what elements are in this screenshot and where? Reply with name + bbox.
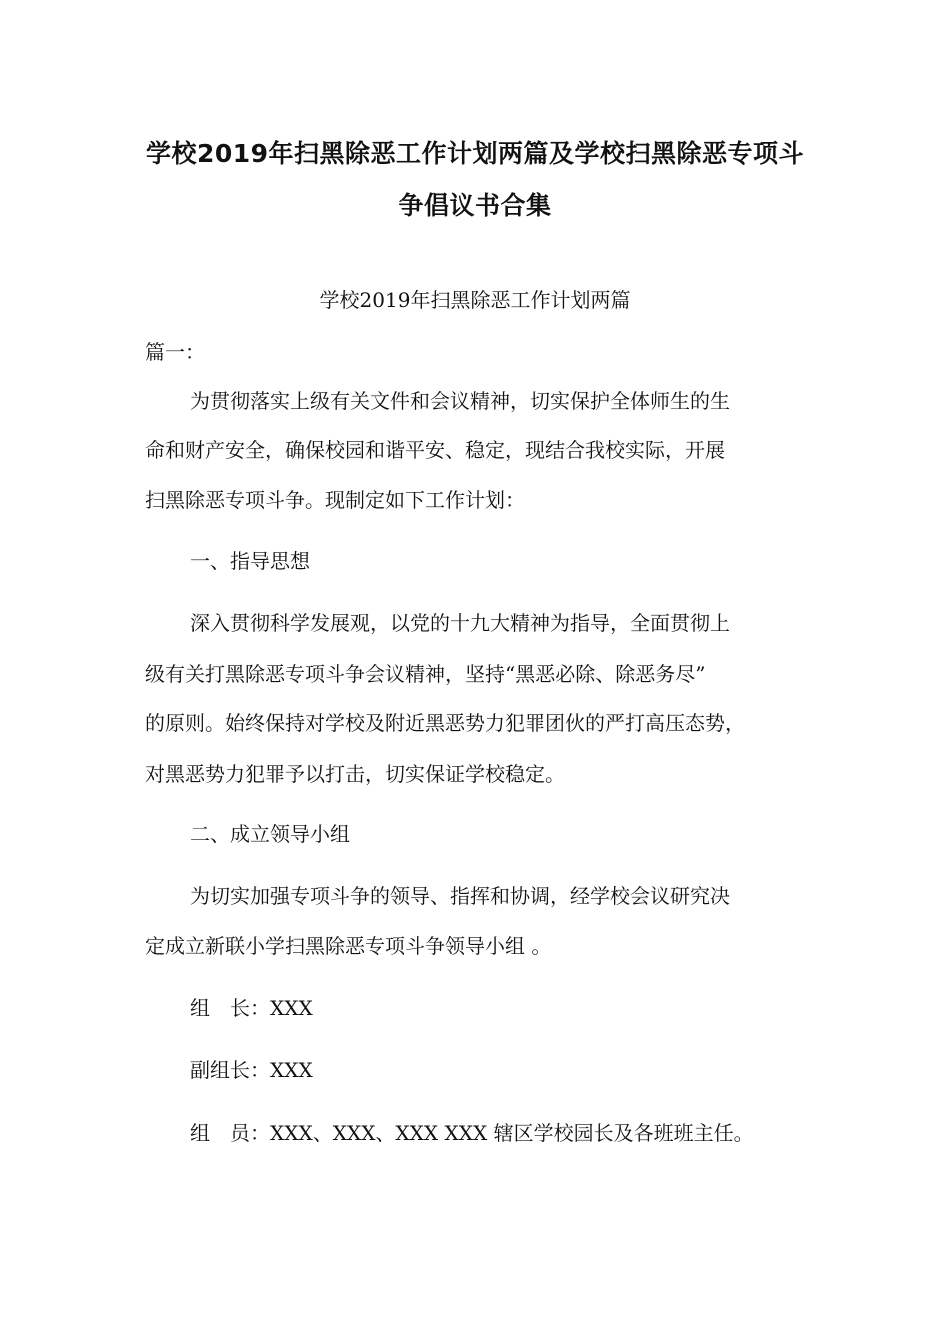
paragraph-line: 为切实加强专项斗争的领导、指挥和协调，经学校会议研究决 bbox=[190, 884, 730, 908]
paragraph-line: 对黑恶势力犯罪予以打击，切实保证学校稳定。 bbox=[145, 762, 565, 786]
section-heading: 二、成立领导小组 bbox=[190, 822, 350, 846]
section-heading: 一、指导思想 bbox=[190, 549, 310, 573]
paragraph-line: 为贯彻落实上级有关文件和会议精神，切实保护全体师生的生 bbox=[190, 389, 730, 413]
paragraph-line: 扫黑除恶专项斗争。现制定如下工作计划： bbox=[145, 488, 525, 512]
subtitle: 学校2019年扫黑除恶工作计划两篇 bbox=[319, 288, 631, 312]
section-label: 篇一： bbox=[145, 340, 205, 364]
paragraph-line: 深入贯彻科学发展观，以党的十九大精神为指导，全面贯彻上 bbox=[190, 611, 730, 635]
paragraph-line: 命和财产安全，确保校园和谐平安、稳定，现结合我校实际，开展 bbox=[145, 438, 725, 462]
member-leader: 组 长：XXX bbox=[190, 996, 313, 1020]
paragraph-line: 的原则。始终保持对学校及附近黑恶势力犯罪团伙的严打高压态势， bbox=[145, 711, 745, 735]
paragraph-line: 定成立新联小学扫黑除恶专项斗争领导小组 。 bbox=[145, 934, 552, 958]
paragraph-line: 级有关打黑除恶专项斗争会议精神，坚持“黑恶必除、除恶务尽” bbox=[145, 662, 706, 686]
document-title-line-1: 学校2019年扫黑除恶工作计划两篇及学校扫黑除恶专项斗 bbox=[145, 139, 805, 168]
member-list: 组 员：XXX、XXX、XXX XXX 辖区学校园长及各班班主任。 bbox=[190, 1121, 754, 1145]
member-vice-leader: 副组长：XXX bbox=[190, 1058, 313, 1082]
document-title-line-2: 争倡议书合集 bbox=[398, 191, 552, 220]
